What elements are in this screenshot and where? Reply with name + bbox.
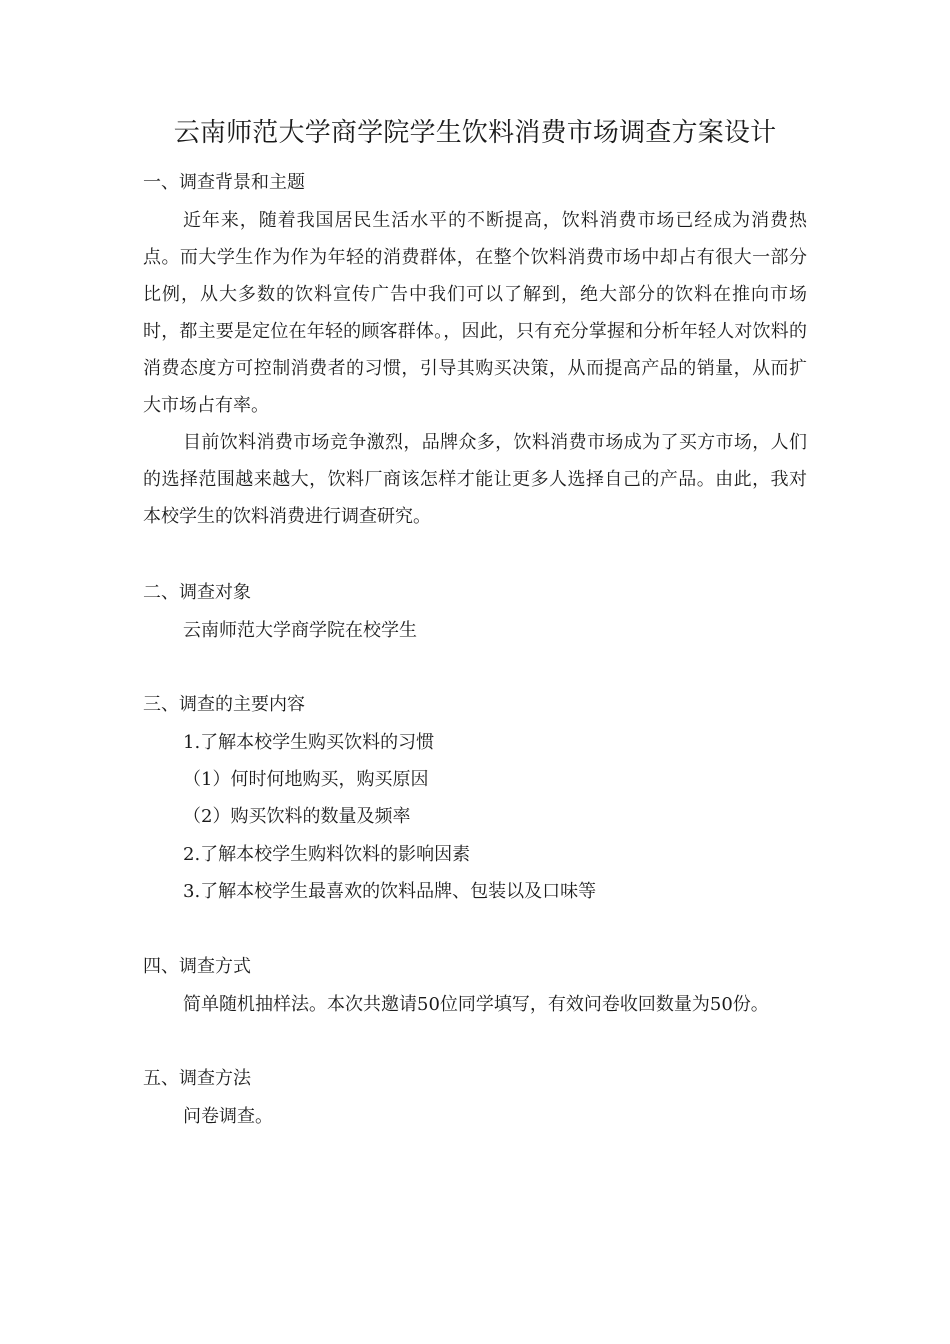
section-5-text: 问卷调查。 bbox=[183, 1106, 273, 1127]
content-subitem: （1）何时何地购买，购买原因 bbox=[183, 769, 429, 790]
content-subitem: （2）购买饮料的数量及频率 bbox=[183, 806, 411, 827]
content-item: 1.了解本校学生购买饮料的习惯 bbox=[183, 732, 435, 753]
section-1-paragraph-2: 目前饮料消费市场竞争激烈，品牌众多，饮料消费市场成为了买方市场，人们的选择范围越来越大，饮料厂商该怎样才能让更多人选择自己的产品。由此，我对本校学生的饮料消费进行调查研究。 bbox=[143, 432, 807, 527]
section-4-heading: 四、调查方式 bbox=[143, 956, 251, 977]
section-1-paragraph-1: 近年来，随着我国居民生活水平的不断提高，饮料消费市场已经成为消费热点。而大学生作为作为年轻的消费群体，在整个饮料消费市场中却占有很大一部分比例，从大多数的饮料宣传广告中我们可以了解到，绝大部分的饮料在推向市场时，都主要是定位在年轻的顾客群体。，因此，只有充分掌握和分析年轻人对饮料的消费态度方可控制消费者的习惯，引导其购买决策，从而提高产品的销量，从而扩大市场占有率。 bbox=[143, 210, 807, 416]
content-item: 3.了解本校学生最喜欢的饮料品牌、包装以及口味等 bbox=[183, 881, 597, 902]
section-2-heading: 二、调查对象 bbox=[143, 582, 251, 603]
section-3-heading: 三、调查的主要内容 bbox=[143, 694, 305, 715]
section-4-text: 简单随机抽样法。本次共邀请50位同学填写，有效问卷收回数量为50份。 bbox=[183, 994, 769, 1015]
content-item: 2.了解本校学生购料饮料的影响因素 bbox=[183, 844, 471, 865]
section-5-heading: 五、调查方法 bbox=[143, 1068, 251, 1089]
section-2-text: 云南师范大学商学院在校学生 bbox=[183, 620, 417, 641]
document-title: 云南师范大学商学院学生饮料消费市场调查方案设计 bbox=[173, 118, 777, 148]
section-1-heading: 一、调查背景和主题 bbox=[143, 172, 305, 193]
